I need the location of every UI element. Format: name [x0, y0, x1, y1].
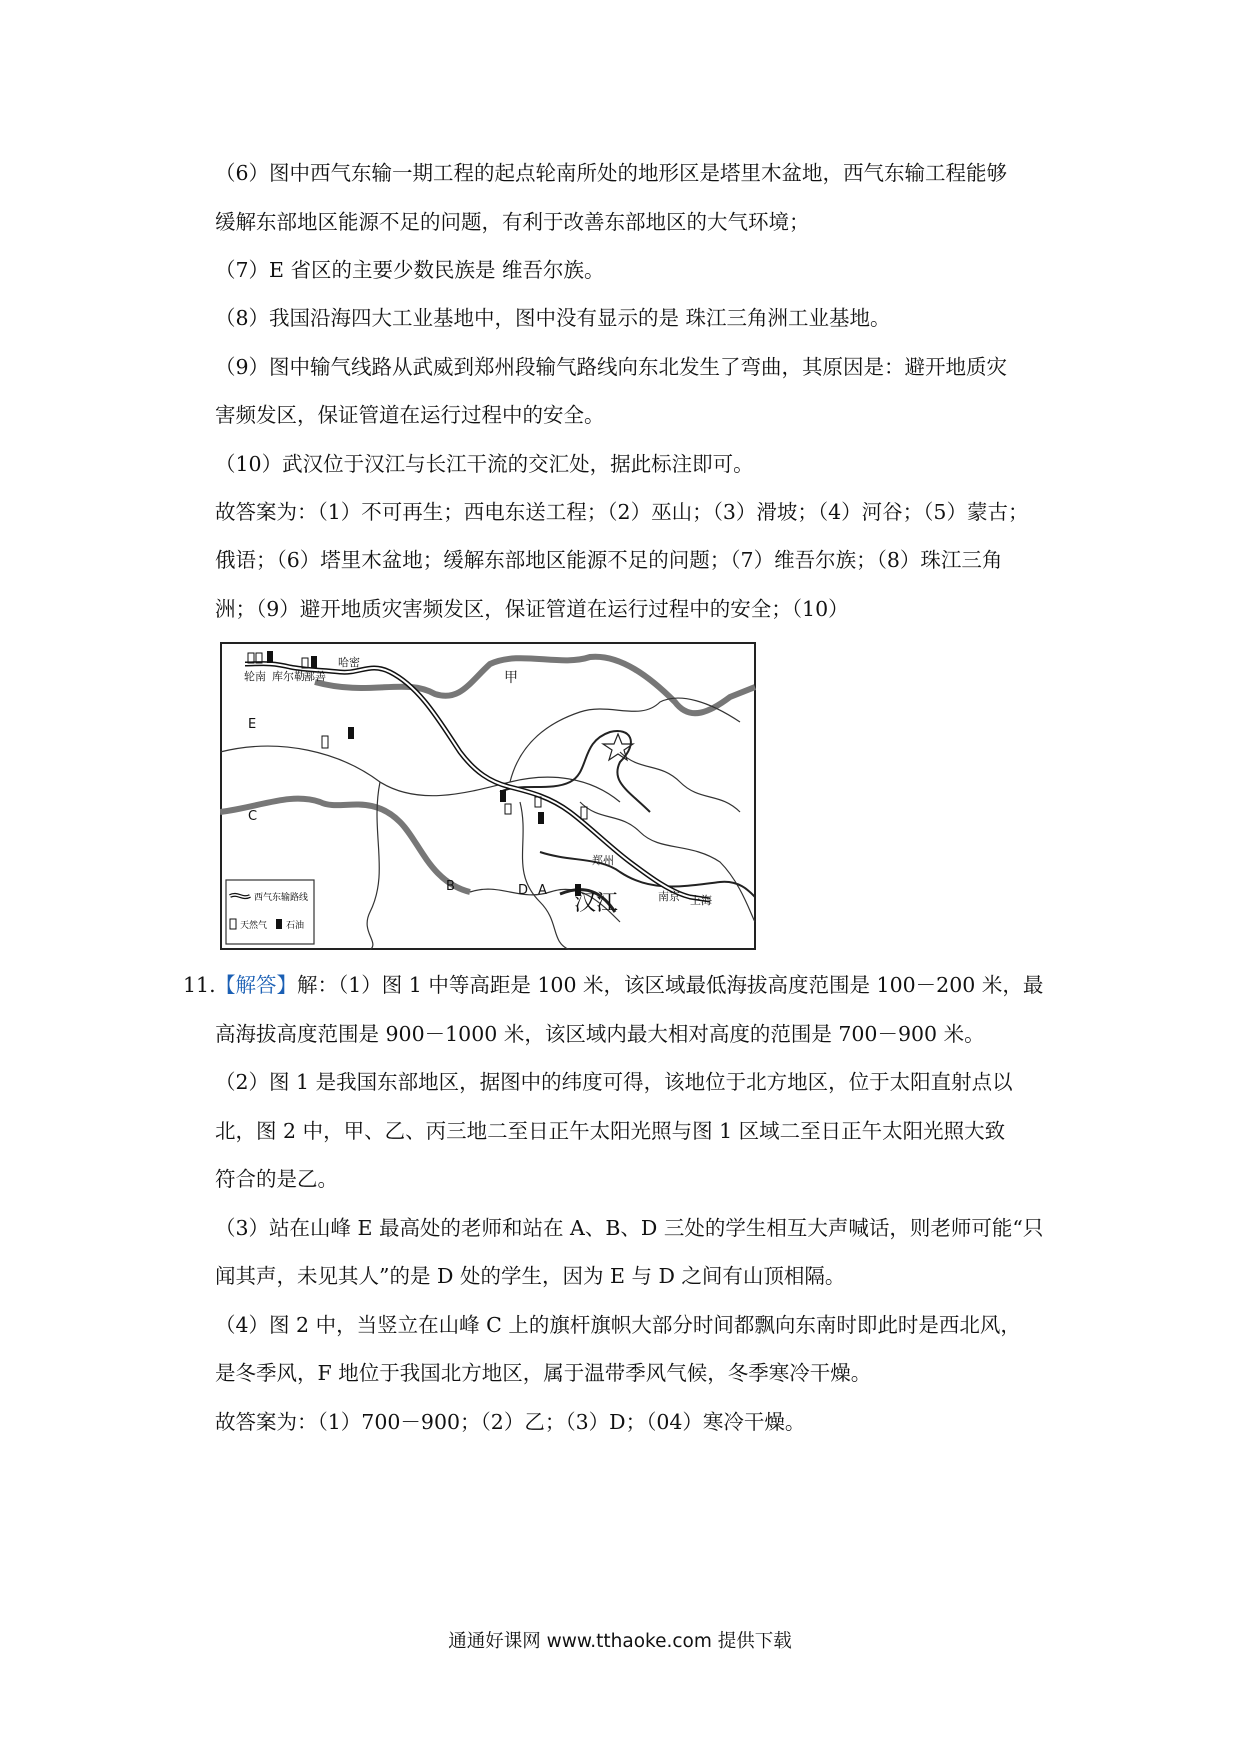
legend-gas-label: 天然气 — [240, 921, 268, 931]
pipeline-map — [220, 642, 756, 950]
text-line: （2）图 1 是我国东部地区，据图中的纬度可得，该地位于北方地区，位于太阳直射点以 — [215, 1070, 1013, 1094]
text-line: 缓解东部地区能源不足的问题，有利于改善东部地区的大气环境； — [215, 210, 810, 234]
text-line: （4）图 2 中，当竖立在山峰 C 上的旗杆旗帜大部分时间都飘向东南时即此时是西北风， — [215, 1313, 1021, 1337]
answer-tag: 【解答】 — [215, 973, 297, 997]
text-line: 是冬季风，F 地位于我国北方地区，属于温带季风气候，冬季寒冷干燥。 — [215, 1361, 872, 1385]
legend-pipeline-label: 西气东输路线 — [254, 893, 309, 903]
text-line: （9）图中输气线路从武威到郑州段输气路线向东北发生了弯曲，其原因是：避开地质灾 — [215, 355, 1008, 379]
text-line: 故答案为：（1）不可再生；西电东送工程；（2）巫山；（3）滑坡；（4）河谷；（5）蒙古； — [215, 500, 1029, 524]
text-line: （6）图中西气东输一期工程的起点轮南所处的地形区是塔里木盆地，西气东输工程能够 — [215, 161, 1008, 185]
legend-oil-label: 石油 — [286, 921, 305, 931]
map-label: 汉江 — [574, 891, 619, 916]
map-label: 南京 — [658, 890, 680, 903]
map-label: C — [248, 809, 258, 824]
text-line: （3）站在山峰 E 最高处的老师和站在 A、B、D 三处的学生相互大声喊话，则老师可能“只 — [215, 1216, 1044, 1240]
map-label: 郑州 — [592, 854, 614, 867]
text-line: 闻其声，未见其人”的是 D 处的学生，因为 E 与 D 之间有山顶相隔。 — [215, 1264, 846, 1288]
answer-first-text: 解：（1）图 1 中等高距是 100 米，该区域最低海拔高度范围是 100－200 米，最 — [297, 973, 1044, 997]
text-line: 北，图 2 中，甲、乙、丙三地二至日正午太阳光照与图 1 区域二至日正午太阳光照大致 — [215, 1119, 1006, 1143]
text-line: （8）我国沿海四大工业基地中，图中没有显示的是 珠江三角洲工业基地。 — [215, 306, 891, 330]
text-line: （7）E 省区的主要少数民族是 维吾尔族。 — [215, 258, 605, 282]
text-line: 俄语；（6）塔里木盆地；缓解东部地区能源不足的问题；（7）维吾尔族；（8）珠江三角 — [215, 548, 1003, 572]
text-line: （10）武汉位于汉江与长江干流的交汇处，据此标注即可。 — [215, 452, 754, 476]
text-line: 洲；（9）避开地质灾害频发区，保证管道在运行过程中的安全；（10） — [215, 597, 849, 621]
map-label: B — [446, 879, 455, 894]
text-line: 符合的是乙。 — [215, 1167, 338, 1191]
map-label: E — [248, 717, 257, 732]
map-label: 轮南 — [244, 670, 266, 683]
map-label: 上海 — [690, 894, 712, 907]
text-line: 故答案为：（1）700－900；（2）乙；（3）D；（04）寒冷干燥。 — [215, 1410, 806, 1434]
page-footer: 通通好课网 www.tthaoke.com 提供下载 — [448, 1631, 792, 1652]
question-number: 11. — [183, 973, 216, 997]
map-label: 甲 — [504, 670, 518, 686]
text-line: 高海拔高度范围是 900－1000 米，该区域内最大相对高度的范围是 700－900 米。 — [215, 1022, 985, 1046]
answer-first-line — [215, 970, 1043, 1000]
map-label: D — [518, 883, 529, 898]
map-label: 哈密 — [338, 656, 360, 669]
map-label: A — [538, 883, 547, 898]
map-label: 库尔勒 — [272, 670, 305, 683]
text-line: 害频发区，保证管道在运行过程中的安全。 — [215, 403, 605, 427]
map-label: 鄯善 — [304, 670, 326, 683]
